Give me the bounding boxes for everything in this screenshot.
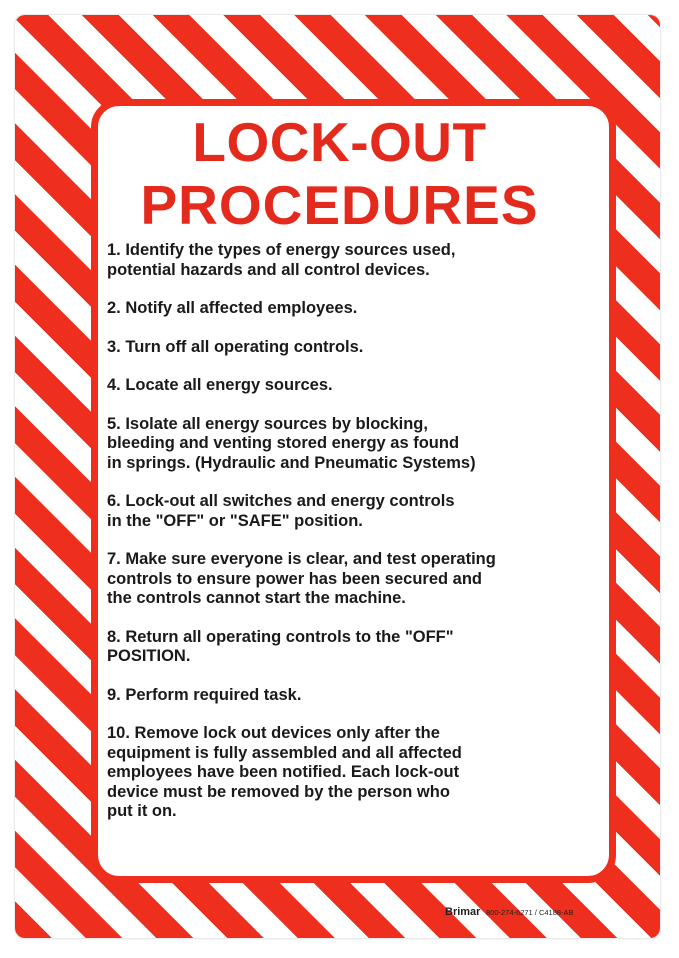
procedure-step-10: 10. Remove lock out devices only after the equipment is fully assembled and all affected employees have been notified. Each lock-out device must be removed by the person who put it on. (107, 724, 462, 820)
brand-logo-text: Brimar (445, 906, 481, 918)
procedure-step-6: 6. Lock-out all switches and energy controls in the "OFF" or "SAFE" position. (107, 492, 455, 530)
procedure-step-2: 2. Notify all affected employees. (107, 299, 358, 317)
product-code: 800-274-6271 / C4188-AB (486, 908, 574, 917)
procedure-step-3: 3. Turn off all operating controls. (107, 337, 364, 356)
procedure-step-8: 8. Return all operating controls to the "OFF" POSITION. (107, 627, 454, 665)
procedure-step-5: 5. Isolate all energy sources by blocking, bleeding and venting stored energy as found in springs. (Hydraulic and Pneumatic Systems) (107, 414, 476, 472)
procedure-step-4: 4. Locate all energy sources. (107, 376, 333, 394)
procedure-steps-list (107, 241, 567, 841)
procedure-step-1: 1. Identify the types of energy sources used, potential hazards and all control devices. (107, 241, 456, 279)
sign-title-line-1: LOCK-OUT (192, 111, 487, 173)
sign-title-line-2: PROCEDURES (140, 174, 539, 236)
procedure-step-9: 9. Perform required task. (107, 685, 302, 704)
procedure-step-7: 7. Make sure everyone is clear, and test operating controls to ensure power has been secured and the controls cannot start the machine. (107, 550, 496, 607)
